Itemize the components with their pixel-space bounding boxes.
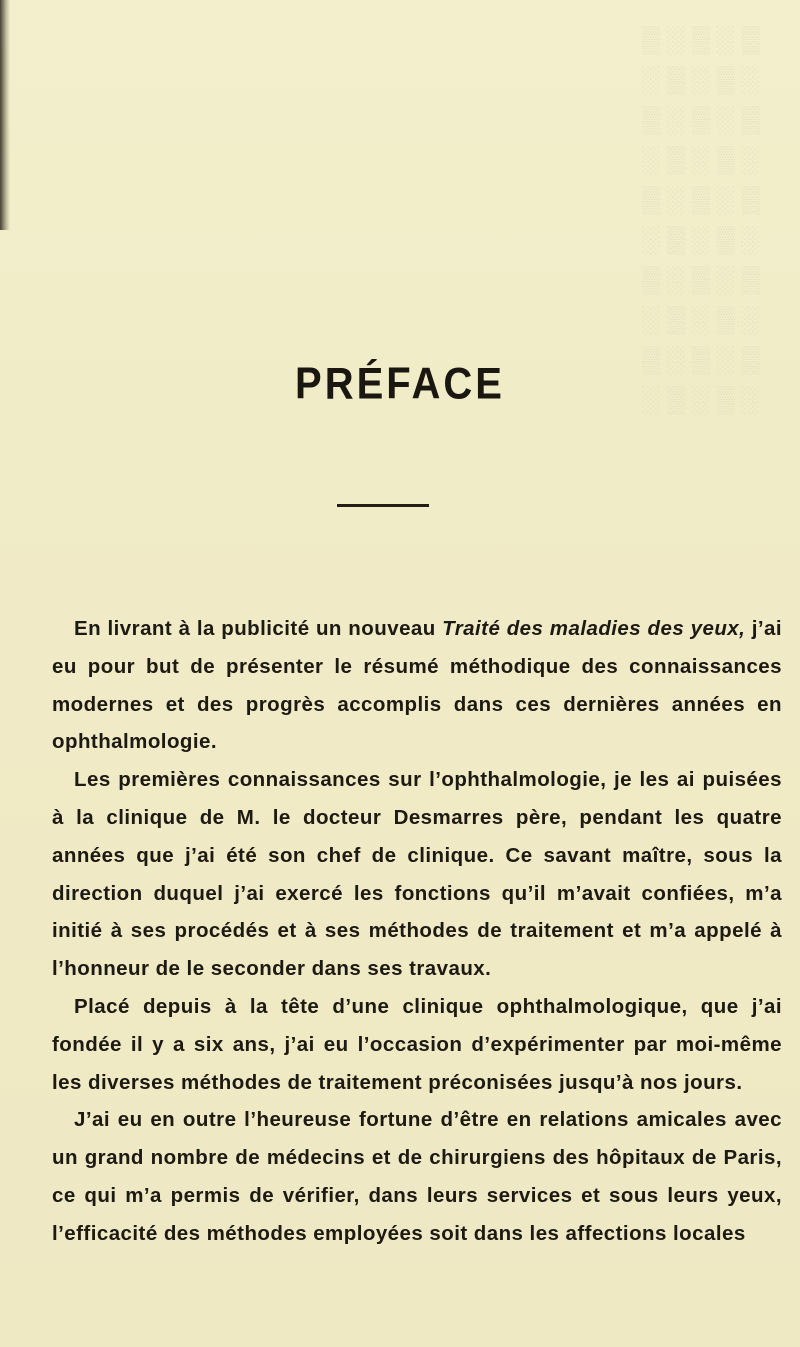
paragraph-1-rest: j’ai eu pour but de présenter le résumé méthodique des connaissances modernes et des progrès accomplis dans ces dernières années en ophthalmologie. (52, 617, 782, 754)
book-title-italic: Traité des maladies des yeux, (442, 617, 746, 640)
paragraph-3: Placé depuis à la tête d’une clinique ophthalmologique, que j’ai fondée il y a six ans, j’ai eu l’occasion d’expérimenter par moi-même les diverses méthodes de traitement préconisées jusqu’à nos jours. (52, 994, 782, 1094)
show-through-texture: ▒ ░ ▒ ░ ▒ ░ ▒ ░ ▒ ░ ▒ ░ ▒ ░ ▒ ░ ▒ ░ ▒ ░ ▒ ░ ▒ ░ ▒ ░ ▒ ░ ▒ ░ ▒ ░ ▒ ░ ▒ ░ ▒ ░ ▒ ░ ▒ ░ ▒ ░ ▒ ░ ▒ ░ ▒ ░ (641, 25, 760, 414)
spine-shadow (0, 0, 10, 230)
paragraph-4: J’ai eu en outre l’heureuse fortune d’être en relations amicales avec un grand nombre de médecins et de chirurgiens des hôpitaux de Paris, ce qui m’a permis de vérifier, dans leurs services et sous leurs yeux, l’efficacité des méthodes employées soit dans les affections locales (52, 1108, 782, 1245)
paragraph-1-start: En livrant à la publicité un nouveau (74, 617, 443, 640)
paragraph-1 (52, 610, 782, 761)
title-rule (337, 504, 429, 507)
paragraph-2: Les premières connaissances sur l’ophthalmologie, je les ai puisées à la clinique de M. le docteur Desmarres père, pendant les quatre années que j’ai été son chef de clinique. Ce savant maître, sous la direction duquel j’ai exercé les fonctions qu’il m’avait confiées, m’a initié à ses procédés et à ses méthodes de traitement et m’a appelé à l’honneur de le seconder dans ses travaux. (52, 768, 782, 981)
preface-body (52, 610, 782, 1253)
page-title: PRÉFACE (295, 359, 505, 409)
